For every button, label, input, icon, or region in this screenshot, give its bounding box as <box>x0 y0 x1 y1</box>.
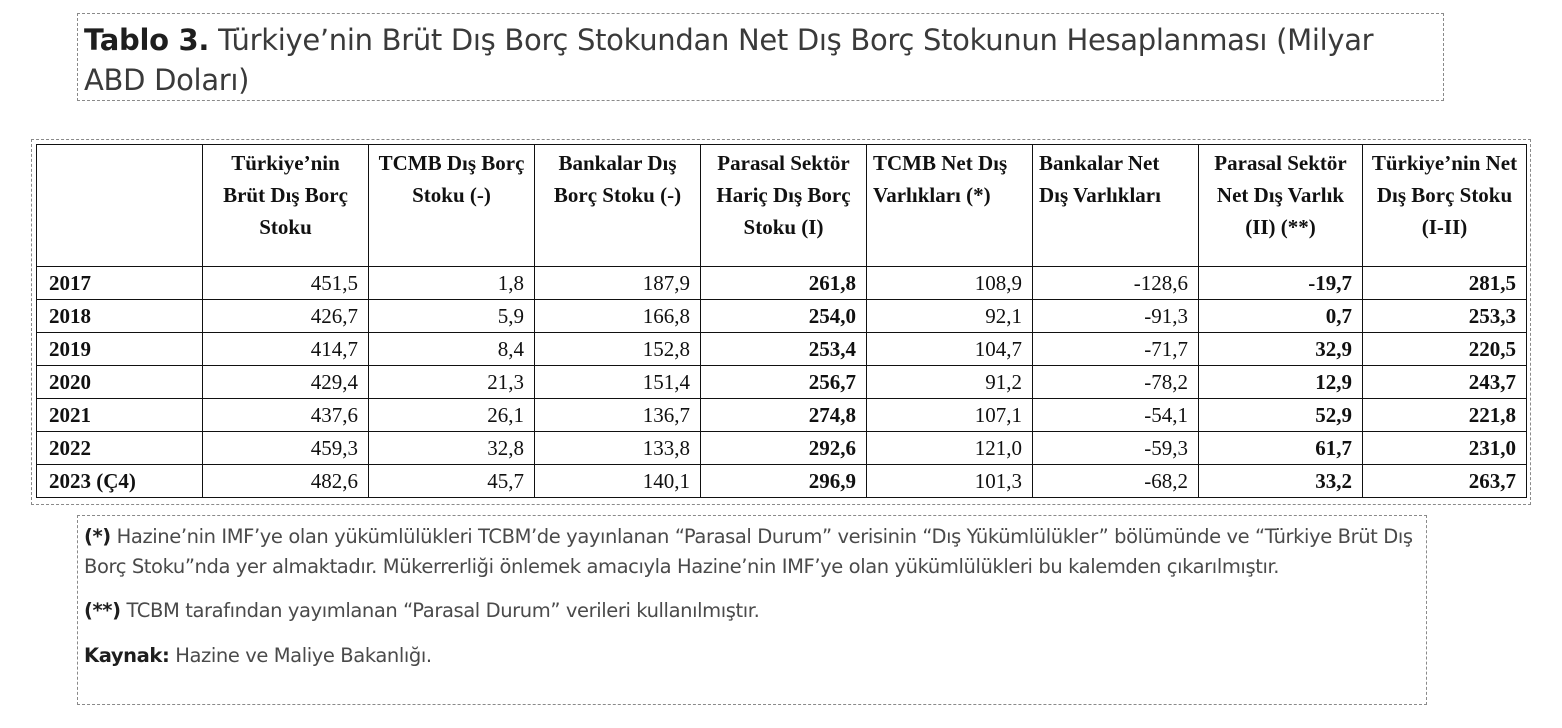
cell-gross-debt: 414,7 <box>203 333 369 366</box>
cell-monetary-net-assets: 12,9 <box>1199 366 1363 399</box>
cell-monetary-net-assets: 32,9 <box>1199 333 1363 366</box>
cell-non-monetary-debt: 253,4 <box>701 333 867 366</box>
cell-cbrt-net-assets: 92,1 <box>867 300 1033 333</box>
cell-gross-debt: 426,7 <box>203 300 369 333</box>
cell-net-debt: 253,3 <box>1363 300 1527 333</box>
cell-net-debt: 231,0 <box>1363 432 1527 465</box>
table-row <box>37 399 1527 432</box>
cell-net-debt: 221,8 <box>1363 399 1527 432</box>
cell-banks-debt: 151,4 <box>535 366 701 399</box>
row-year: 2017 <box>37 267 203 300</box>
cell-non-monetary-debt: 274,8 <box>701 399 867 432</box>
table-header-row <box>37 145 1527 267</box>
cell-cbrt-debt: 21,3 <box>369 366 535 399</box>
cell-banks-net-assets: -91,3 <box>1033 300 1199 333</box>
header-cbrt-external-debt: TCMB Dış Borç Stoku (-) <box>369 145 535 267</box>
cell-banks-debt: 140,1 <box>535 465 701 498</box>
cell-gross-debt: 429,4 <box>203 366 369 399</box>
header-non-monetary-debt: Parasal Sektör Hariç Dış Borç Stoku (I) <box>701 145 867 267</box>
cell-cbrt-debt: 45,7 <box>369 465 535 498</box>
cell-monetary-net-assets: 61,7 <box>1199 432 1363 465</box>
cell-banks-net-assets: -78,2 <box>1033 366 1199 399</box>
cell-non-monetary-debt: 254,0 <box>701 300 867 333</box>
cell-gross-debt: 437,6 <box>203 399 369 432</box>
header-banks-net-assets: Bankalar Net Dış Varlıkları <box>1033 145 1199 267</box>
row-year: 2019 <box>37 333 203 366</box>
table-row <box>37 333 1527 366</box>
cell-cbrt-net-assets: 104,7 <box>867 333 1033 366</box>
cell-non-monetary-debt: 296,9 <box>701 465 867 498</box>
cell-cbrt-net-assets: 101,3 <box>867 465 1033 498</box>
cell-cbrt-net-assets: 121,0 <box>867 432 1033 465</box>
table-row <box>37 366 1527 399</box>
cell-monetary-net-assets: 52,9 <box>1199 399 1363 432</box>
cell-banks-net-assets: -128,6 <box>1033 267 1199 300</box>
cell-net-debt: 243,7 <box>1363 366 1527 399</box>
table-row <box>37 432 1527 465</box>
notes-box <box>77 515 1427 705</box>
cell-non-monetary-debt: 292,6 <box>701 432 867 465</box>
cell-cbrt-net-assets: 108,9 <box>867 267 1033 300</box>
note-1-text: Hazine’nin IMF’ye olan yükümlülükleri TCBM’de yayınlanan “Parasal Durum” verisinin “Dış Yükümlülükler” bölümünde ve “Türkiye Brüt Dış Borç Stoku”nda yer almaktadır. Mükerrerliği önlemek amacıyla Hazine’nin IMF’ye olan yükümlülükleri bu kalemden çıkarılmıştır. <box>84 525 1413 578</box>
row-year: 2022 <box>37 432 203 465</box>
source-label: Kaynak: <box>84 643 170 667</box>
cell-banks-net-assets: -68,2 <box>1033 465 1199 498</box>
table-title <box>77 13 1444 101</box>
header-banks-external-debt: Bankalar Dış Borç Stoku (-) <box>535 145 701 267</box>
cell-banks-net-assets: -71,7 <box>1033 333 1199 366</box>
row-year: 2021 <box>37 399 203 432</box>
cell-banks-debt: 136,7 <box>535 399 701 432</box>
cell-cbrt-net-assets: 91,2 <box>867 366 1033 399</box>
source-text: Hazine ve Maliye Bakanlığı. <box>175 643 432 667</box>
cell-cbrt-debt: 5,9 <box>369 300 535 333</box>
cell-banks-debt: 187,9 <box>535 267 701 300</box>
header-gross-external-debt: Türkiye’nin Brüt Dış Borç Stoku <box>203 145 369 267</box>
header-monetary-net-assets: Parasal Sektör Net Dış Varlık (II) (**) <box>1199 145 1363 267</box>
table-row <box>37 300 1527 333</box>
cell-cbrt-debt: 1,8 <box>369 267 535 300</box>
cell-net-debt: 263,7 <box>1363 465 1527 498</box>
cell-gross-debt: 451,5 <box>203 267 369 300</box>
note-1 <box>84 522 1416 581</box>
cell-banks-debt: 166,8 <box>535 300 701 333</box>
cell-net-debt: 281,5 <box>1363 267 1527 300</box>
header-cbrt-net-assets: TCMB Net Dış Varlıkları (*) <box>867 145 1033 267</box>
cell-monetary-net-assets: 33,2 <box>1199 465 1363 498</box>
note-2 <box>84 596 1416 626</box>
cell-banks-debt: 133,8 <box>535 432 701 465</box>
cell-banks-net-assets: -59,3 <box>1033 432 1199 465</box>
source-note <box>84 641 1416 671</box>
table-title-text: Türkiye’nin Brüt Dış Borç Stokundan Net Dış Borç Stokunun Hesaplanması (Milyar ABD Doları) <box>84 23 1374 97</box>
note-2-marker: (**) <box>84 599 121 622</box>
debt-stock-table <box>36 144 1527 498</box>
cell-cbrt-debt: 26,1 <box>369 399 535 432</box>
header-year <box>37 145 203 267</box>
cell-monetary-net-assets: 0,7 <box>1199 300 1363 333</box>
cell-non-monetary-debt: 261,8 <box>701 267 867 300</box>
cell-non-monetary-debt: 256,7 <box>701 366 867 399</box>
row-year: 2023 (Ç4) <box>37 465 203 498</box>
header-net-external-debt: Türkiye’nin Net Dış Borç Stoku (I-II) <box>1363 145 1527 267</box>
row-year: 2018 <box>37 300 203 333</box>
table-row <box>37 267 1527 300</box>
cell-cbrt-debt: 8,4 <box>369 333 535 366</box>
note-1-marker: (*) <box>84 525 111 548</box>
table-title-label: Tablo 3. <box>84 23 210 57</box>
note-2-text: TCBM tarafından yayımlanan “Parasal Durum” verileri kullanılmıştır. <box>126 599 760 622</box>
cell-net-debt: 220,5 <box>1363 333 1527 366</box>
cell-gross-debt: 459,3 <box>203 432 369 465</box>
cell-banks-net-assets: -54,1 <box>1033 399 1199 432</box>
cell-banks-debt: 152,8 <box>535 333 701 366</box>
table-row <box>37 465 1527 498</box>
cell-cbrt-net-assets: 107,1 <box>867 399 1033 432</box>
cell-monetary-net-assets: -19,7 <box>1199 267 1363 300</box>
cell-gross-debt: 482,6 <box>203 465 369 498</box>
cell-cbrt-debt: 32,8 <box>369 432 535 465</box>
row-year: 2020 <box>37 366 203 399</box>
